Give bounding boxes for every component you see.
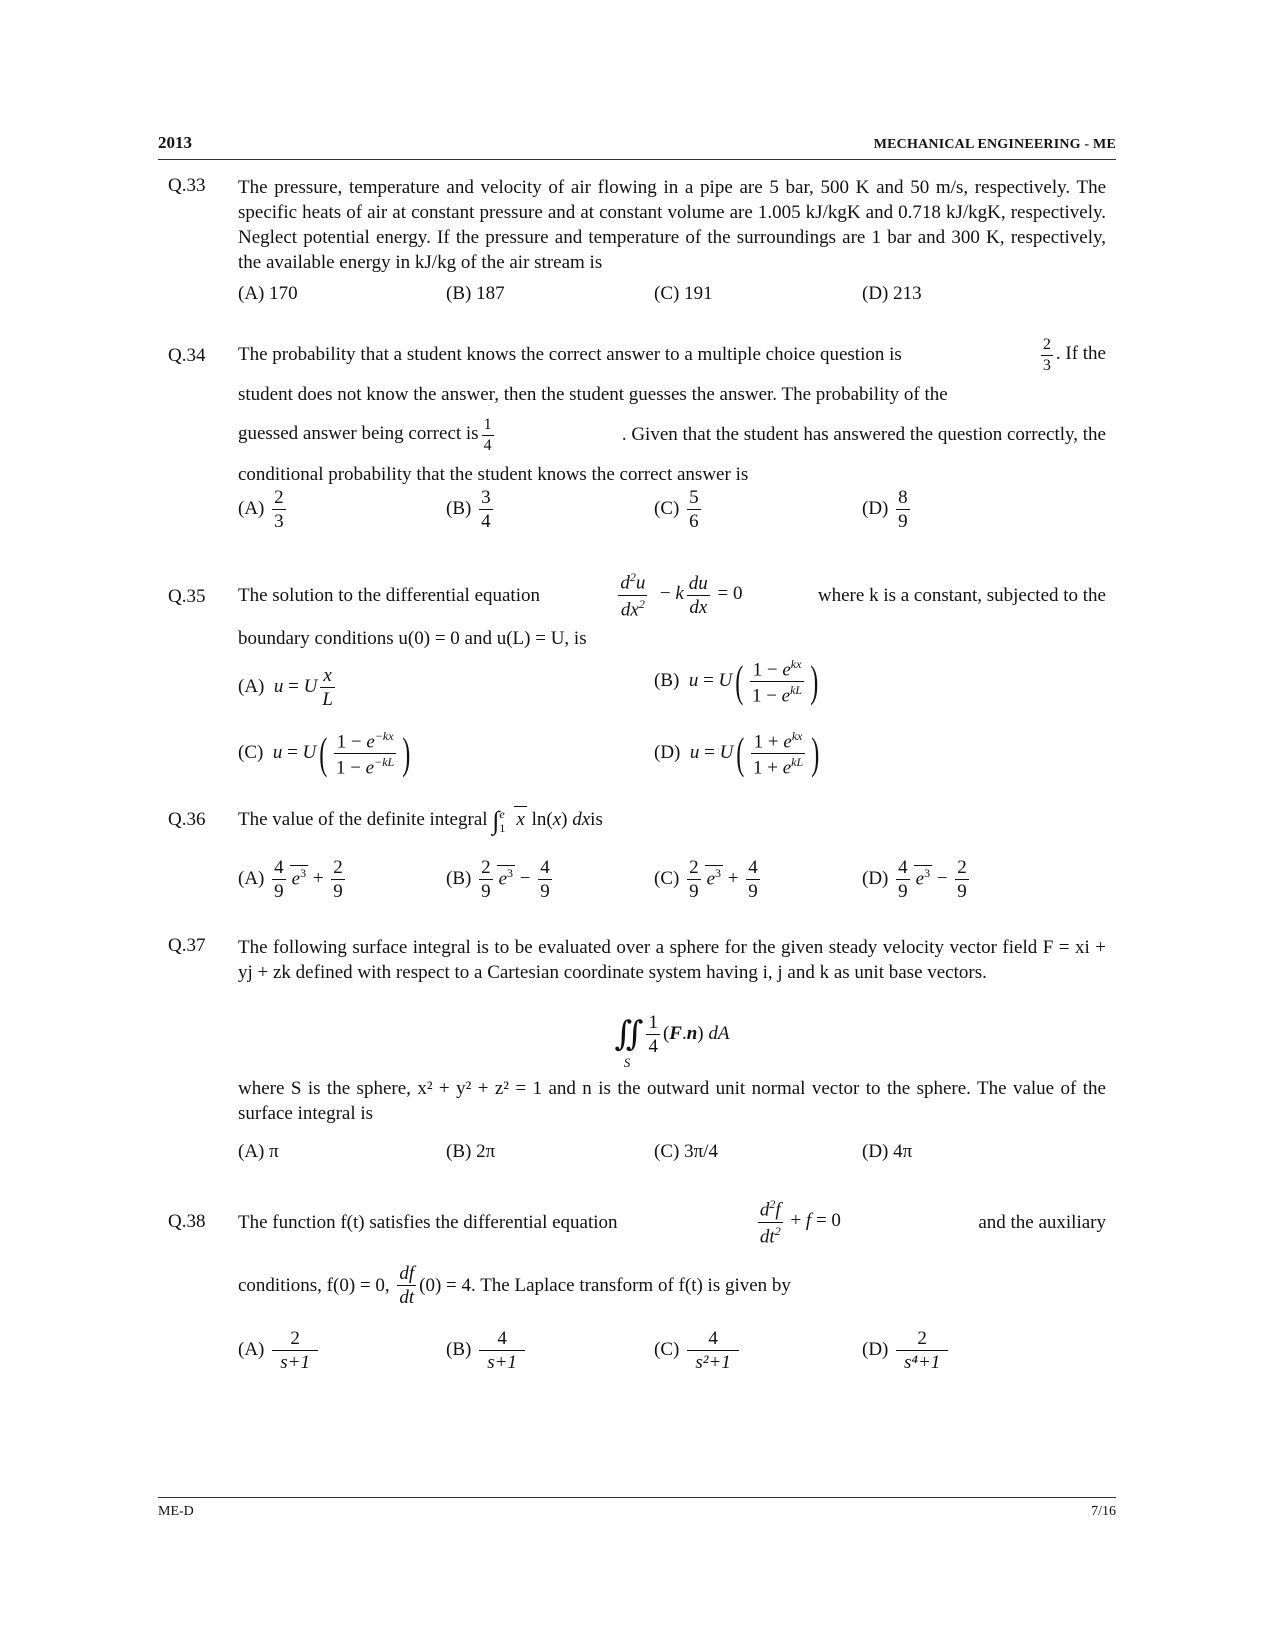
option-a[interactable]: (A) u = U $\frac{x}{L}$ <box>238 665 333 710</box>
auxiliary-conditions: conditions, f(0) = 0, $\frac{df}{dt}$ (0) = 4 . The Laplace transform of f(t) is given by <box>238 1262 791 1308</box>
boundary-conditions: boundary conditions u(0) = 0 and u(L) = U, is <box>238 628 587 649</box>
exam-year: 2013 <box>158 133 192 152</box>
options-row-1 <box>238 658 1106 728</box>
option-b[interactable]: (B) $\frac{4}{s+1}$ <box>446 1329 528 1372</box>
definite-integral: ∫ e 1 x ln(x) dx <box>492 806 591 836</box>
option-c[interactable]: (C) $\frac{5}{6}$ <box>654 487 699 532</box>
question-text <box>238 806 1106 835</box>
question-text-2: where S is the sphere, x² + y² + z² = 1 and n is the outward unit normal vector to the sphere. The value of the surface integral is <box>238 1078 1106 1124</box>
option-b[interactable]: (B) 187 <box>446 283 505 304</box>
question-number: Q.37 <box>168 935 206 956</box>
option-d[interactable]: (D) $\frac{2}{\text{s⁴+1}}$ <box>862 1329 951 1372</box>
option-a[interactable]: (A) $\frac{2}{s+1}$ <box>238 1329 321 1372</box>
option-b[interactable]: (B) u = U( $\frac{1 - e^{kx}}{1 - e^{kL}}$ ) <box>654 656 819 707</box>
option-c[interactable]: (C) $\frac{4}{\text{s²+1}}$ <box>654 1329 742 1372</box>
text-middle: and the auxiliary <box>978 1211 1106 1233</box>
fraction-one-quarter: $\frac{1}{4}$ <box>483 415 492 454</box>
option-b[interactable]: (B) $\frac{2}{9}$ $e^3$ − $\frac{4}{9}$ <box>446 857 550 902</box>
line-1-end: . If the <box>1055 343 1106 365</box>
options-row-2 <box>238 730 1106 800</box>
option-d[interactable]: (D) u = U( $\frac{1 + e^{kx}}{1 + e^{kL}}$ ) <box>654 728 820 779</box>
differential-equation: $\frac{d^2f}{dt^2}$ + f = 0 <box>759 1197 841 1247</box>
question-number: Q.38 <box>168 1211 206 1232</box>
line-3-start: guessed answer being correct is <box>238 423 479 445</box>
page-footer <box>158 1497 1116 1519</box>
option-d[interactable]: (D) 213 <box>862 283 922 304</box>
page-header <box>158 133 1116 160</box>
option-c[interactable]: (C) 3π/4 <box>654 1141 718 1162</box>
option-c[interactable]: (C) $\frac{2}{9}$ $e^3$ + $\frac{4}{9}$ <box>654 857 758 902</box>
question-number: Q.36 <box>168 809 206 830</box>
option-c[interactable]: (C) u = U( $\frac{1 - e^{-kx}}{1 - e^{-kL}}$ ) <box>238 728 411 779</box>
option-c[interactable]: (C) 191 <box>654 283 713 304</box>
question-text <box>238 1193 1106 1313</box>
option-a[interactable]: (A) π <box>238 1141 279 1162</box>
option-b[interactable]: (B) 2π <box>446 1141 496 1162</box>
line-4: conditional probability that the student knows the correct answer is <box>238 464 749 485</box>
page-number: 7/16 <box>1091 1504 1116 1519</box>
question-text <box>238 333 1106 493</box>
line-2: student does not know the answer, then the student guesses the answer. The probability of the <box>238 384 948 405</box>
options <box>238 1141 1106 1181</box>
option-b[interactable]: (B) $\frac{3}{4}$ <box>446 487 491 532</box>
text-end: is <box>590 809 603 830</box>
surface-integral: ∬ $\frac{1}{4}$ (F.n) dA S <box>614 1012 730 1070</box>
text-start: The value of the definite integral <box>238 809 488 830</box>
text-start: The solution to the differential equation <box>238 584 540 606</box>
option-d[interactable]: (D) $\frac{8}{9}$ <box>862 487 908 532</box>
question-text: The following surface integral is to be evaluated over a sphere for the given steady velocity vector field F = xi + yj + zk defined with respect to a Cartesian coordinate system having i, j and k as unit base vectors. <box>238 937 1106 983</box>
text-middle: where k is a constant, subjected to the <box>817 584 1106 606</box>
question-text <box>238 568 1106 651</box>
option-d[interactable]: (D) $\frac{4}{9}$ $e^3$ − $\frac{2}{9}$ <box>862 857 967 902</box>
option-a[interactable]: (A) $\frac{4}{9}$ $e^3$ + $\frac{2}{9}$ <box>238 857 343 902</box>
fraction-two-thirds: $\frac{2}{3}$ <box>1042 335 1051 374</box>
options <box>238 1329 1106 1379</box>
differential-equation: $\frac{d^2u}{dx^2}$ − k $\frac{du}{dx}$ = 0 <box>620 570 743 620</box>
option-a[interactable]: (A) 170 <box>238 283 298 304</box>
options <box>238 858 1106 908</box>
question-number: Q.33 <box>168 175 206 196</box>
text-start: The function f(t) satisfies the differential equation <box>238 1211 618 1233</box>
option-d[interactable]: (D) 4π <box>862 1141 913 1162</box>
subject-title: MECHANICAL ENGINEERING - ME <box>873 137 1116 152</box>
options <box>238 488 1106 538</box>
question-number: Q.34 <box>168 345 206 366</box>
question-number: Q.35 <box>168 586 206 607</box>
line-1: The probability that a student knows the correct answer to a multiple choice question is <box>238 344 902 365</box>
question-text: The pressure, temperature and velocity of air flowing in a pipe are 5 bar, 500 K and 50 m/s, respectively. The specific heats of air at constant pressure and at constant volume are 1.005 kJ/kgK and 0.718 kJ/kgK, respectively. Neglect potential energy. If the pressure and temperature of the surroundings are 1 bar and 300 K, respectively, the available energy in kJ/kg of the air stream is <box>238 177 1106 273</box>
options <box>238 283 1106 323</box>
paper-code: ME-D <box>158 1504 194 1519</box>
line-3-end: . Given that the student has answered the question correctly, the <box>621 424 1106 445</box>
option-a[interactable]: (A) $\frac{2}{3}$ <box>238 487 284 532</box>
